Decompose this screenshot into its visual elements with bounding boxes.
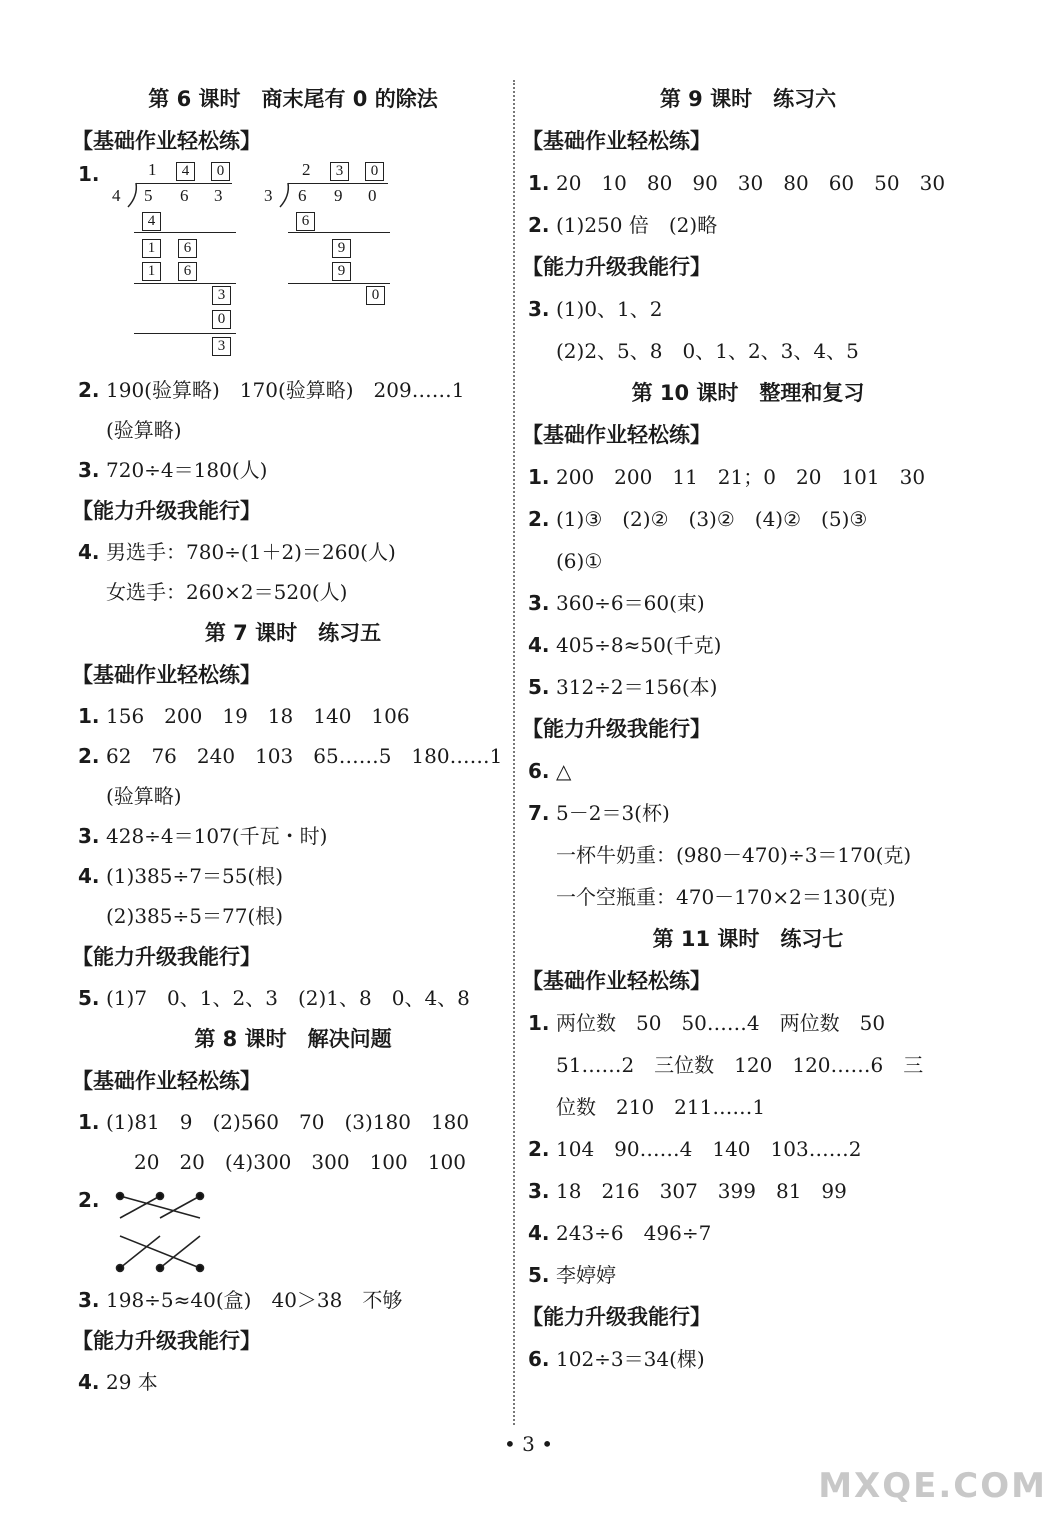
quotient-box: 4: [176, 162, 195, 181]
section-ability: 【能力升级我能行】: [522, 1305, 711, 1329]
answer-line: 2. (1)250 倍 (2)略: [528, 213, 718, 237]
answer-line: 4. 29 本: [78, 1370, 158, 1394]
answer-line: 7. 5－2＝3(杯): [528, 801, 670, 825]
answer-line: (6)①: [556, 549, 603, 573]
answer-line: 3. 18 216 307 399 81 99: [528, 1179, 847, 1203]
step-box: 1: [142, 239, 161, 258]
q-number: 2.: [78, 1188, 100, 1212]
quotient-box: 0: [211, 162, 230, 181]
answer-line: (验算略): [106, 418, 182, 442]
step-line: [134, 232, 236, 233]
answer-line: 一杯牛奶重：(980－470)÷3＝170(克): [556, 843, 912, 867]
long-division-block: [78, 162, 508, 370]
section-basic: 【基础作业轻松练】: [522, 129, 711, 153]
quotient-digit: 1: [148, 160, 157, 179]
step-box: 4: [142, 212, 161, 231]
answer-line: 5. (1)7 0、1、2、3 (2)1、8 0、4、8: [78, 986, 470, 1010]
lesson-9-title: 第 9 课时 练习六: [659, 87, 837, 111]
step-box: 9: [332, 262, 351, 281]
step-box: 3: [212, 337, 231, 356]
right-column: [522, 78, 968, 1380]
step-box: 6: [296, 212, 315, 231]
section-basic: 【基础作业轻松练】: [72, 663, 261, 687]
division-bracket: [278, 182, 292, 208]
answer-line: 2. (1)③ (2)② (3)② (4)② (5)③: [528, 507, 868, 531]
answer-line: 一个空瓶重：470－170×2＝130(克): [556, 885, 896, 909]
step-box: 1: [142, 262, 161, 281]
answer-line: 女选手：260×2＝520(人): [106, 580, 348, 604]
step-line: [134, 283, 236, 284]
answer-line: 3. 428÷4＝107(千瓦・时): [78, 824, 328, 848]
answer-line: (验算略): [106, 784, 182, 808]
section-ability: 【能力升级我能行】: [72, 945, 261, 969]
answer-line: 3. (1)0、1、2: [528, 297, 663, 321]
divisor: 3: [264, 186, 273, 205]
answer-line: 2. 104 90……4 140 103……2: [528, 1137, 862, 1161]
section-basic: 【基础作业轻松练】: [522, 423, 711, 447]
answer-line: 4. 男选手：780÷(1＋2)＝260(人): [78, 540, 396, 564]
matching-diagram-block: [78, 1182, 508, 1280]
division-bar: [288, 183, 388, 184]
section-ability: 【能力升级我能行】: [522, 717, 711, 741]
step-box: 0: [366, 286, 385, 305]
answer-line: 3. 720÷4＝180(人): [78, 458, 268, 482]
step-box: 6: [178, 262, 197, 281]
section-ability: 【能力升级我能行】: [72, 499, 261, 523]
answer-line: 5. 312÷2＝156(本): [528, 675, 718, 699]
step-box: 3: [212, 286, 231, 305]
lesson-10-title: 第 10 课时 整理和复习: [631, 381, 865, 405]
quotient-box: 0: [365, 162, 384, 181]
answer-line: 2. 62 76 240 103 65……5 180……1: [78, 744, 503, 768]
divisor: 4: [112, 186, 121, 205]
answer-line: 4. (1)385÷7＝55(根): [78, 864, 284, 888]
step-box: 0: [212, 310, 231, 329]
quotient-digit: 2: [302, 160, 311, 179]
matching-diagram: [114, 1186, 224, 1278]
step-line: [288, 283, 390, 284]
long-division-2: [262, 160, 402, 303]
answer-line: 4. 243÷6 496÷7: [528, 1221, 712, 1245]
page-number: • 3 •: [503, 1432, 554, 1456]
lesson-11-title: 第 11 课时 练习七: [652, 927, 844, 951]
dividend-digit: 3: [214, 186, 223, 205]
step-line: [288, 232, 390, 233]
q-number: 1.: [78, 162, 100, 186]
section-ability: 【能力升级我能行】: [72, 1329, 261, 1353]
answer-line: 1. 两位数 50 50……4 两位数 50: [528, 1011, 886, 1035]
section-basic: 【基础作业轻松练】: [72, 129, 261, 153]
watermark: MXQE.COM: [818, 1466, 1047, 1506]
dividend-digit: 6: [298, 186, 307, 205]
left-column: [72, 78, 508, 1402]
long-division-1: [108, 162, 248, 362]
step-box: 6: [178, 239, 197, 258]
dividend-digit: 5: [144, 186, 153, 205]
answer-line: (2)385÷5＝77(根): [106, 904, 284, 928]
lesson-6-title: 第 6 课时 商末尾有 0 的除法: [148, 87, 438, 111]
answer-line: 3. 360÷6＝60(束): [528, 591, 705, 615]
answer-line: 6. 102÷3＝34(棵): [528, 1347, 705, 1371]
answer-line: 4. 405÷8≈50(千克): [528, 633, 722, 657]
answer-line: 6. △: [528, 759, 572, 783]
lesson-7-title: 第 7 课时 练习五: [204, 621, 382, 645]
section-basic: 【基础作业轻松练】: [522, 969, 711, 993]
answer-line: 1. 20 10 80 90 30 80 60 50 30: [528, 171, 946, 195]
answer-line: 5. 李婷婷: [528, 1263, 616, 1287]
section-basic: 【基础作业轻松练】: [72, 1069, 261, 1093]
section-ability: 【能力升级我能行】: [522, 255, 711, 279]
lesson-8-title: 第 8 课时 解决问题: [194, 1027, 392, 1051]
dividend-digit: 9: [334, 186, 343, 205]
answer-line: 20 20 (4)300 300 100 100: [134, 1150, 466, 1174]
answer-line: 2. 190(验算略) 170(验算略) 209……1: [78, 378, 465, 402]
answer-line: 位数 210 211……1: [556, 1095, 766, 1119]
answer-line: 1. 200 200 11 21；0 20 101 30: [528, 465, 926, 489]
quotient-box: 3: [330, 162, 349, 181]
answer-line: 1. (1)81 9 (2)560 70 (3)180 180: [78, 1110, 470, 1134]
step-line: [134, 333, 236, 334]
answer-line: 3. 198÷5≈40(盒) 40＞38 不够: [78, 1288, 403, 1312]
dividend-digit: 0: [368, 186, 377, 205]
answer-line: (2)2、5、8 0、1、2、3、4、5: [556, 339, 859, 363]
answer-line: 51……2 三位数 120 120……6 三: [556, 1053, 924, 1077]
dividend-digit: 6: [180, 186, 189, 205]
division-bracket: [126, 182, 140, 208]
column-divider: [513, 80, 515, 1425]
step-box: 9: [332, 239, 351, 258]
division-bar: [136, 183, 232, 184]
answer-line: 1. 156 200 19 18 140 106: [78, 704, 410, 728]
